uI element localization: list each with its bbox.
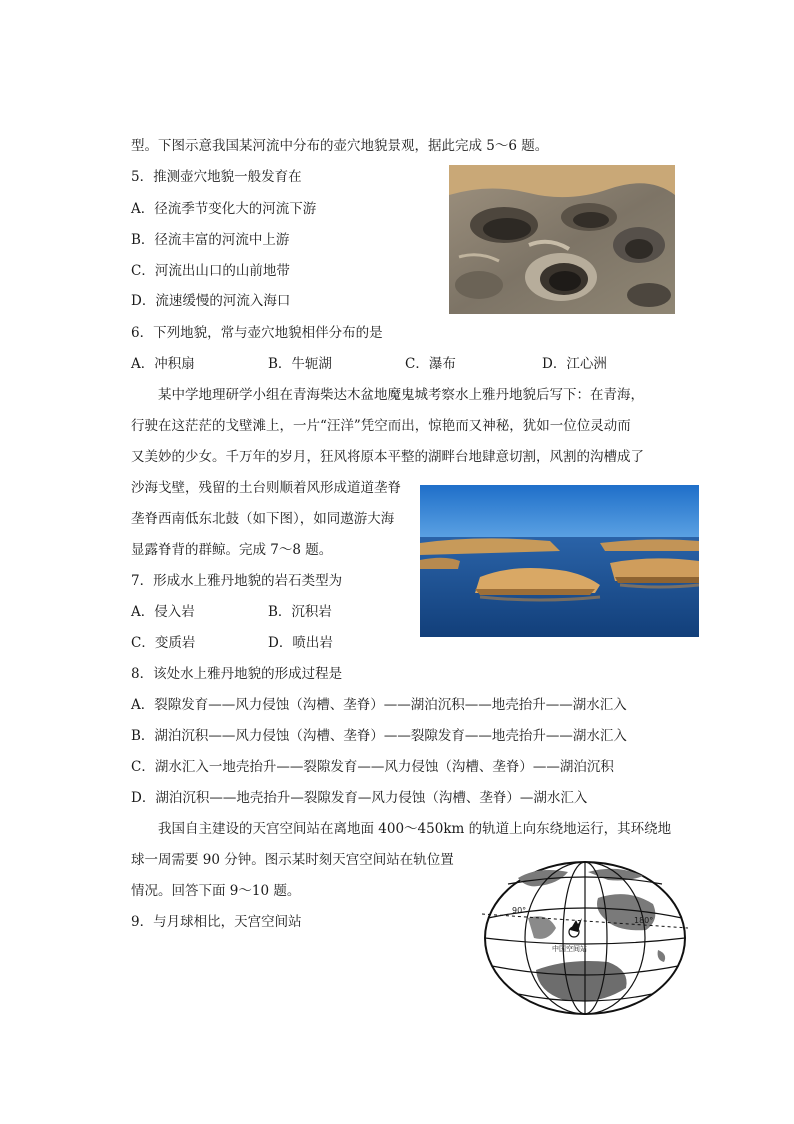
intro-text: 型。下图示意我国某河流中分布的壶穴地貌景观，据此完成 5～6 题。 xyxy=(131,138,549,154)
passage2-line: 又美妙的少女。千万年的岁月，狂风将原本平整的湖畔台地肆意切割，风割的沟槽成了 xyxy=(131,449,644,465)
q5-stem: 5．推测壶穴地貌一般发育在 xyxy=(131,169,302,185)
passage2-line: 某中学地理研学小组在青海柴达木盆地魔鬼城考察水上雅丹地貌后写下：在青海， xyxy=(158,387,644,403)
q8-option-d[interactable]: D．湖泊沉积——地壳抬升—裂隙发育—风力侵蚀（沟槽、垄脊）—湖水汇入 xyxy=(131,790,588,806)
q7-option-c[interactable]: C．变质岩 xyxy=(131,635,196,651)
q6-option-d[interactable]: D．江心洲 xyxy=(542,356,607,372)
q6-option-a[interactable]: A．冲积扇 xyxy=(131,356,195,372)
q7-stem: 7．形成水上雅丹地貌的岩石类型为 xyxy=(131,573,343,589)
q7-option-d[interactable]: D．喷出岩 xyxy=(268,635,333,651)
q7-option-a[interactable]: A．侵入岩 xyxy=(131,604,195,620)
q5-option-d[interactable]: D．流速缓慢的河流入海口 xyxy=(131,293,291,309)
space-station-label: 中国空间站 xyxy=(552,945,587,953)
q5-option-a[interactable]: A．径流季节变化大的河流下游 xyxy=(131,201,317,217)
q5-option-c[interactable]: C．河流出山口的山前地带 xyxy=(131,263,290,279)
passage3-line: 情况。回答下面 9～10 题。 xyxy=(131,883,301,899)
space-station-globe-diagram xyxy=(478,858,692,1018)
passage2-line: 行驶在这茫茫的戈壁滩上，一片“汪洋”凭空而出，惊艳而又神秘，犹如一位位灵动而 xyxy=(131,418,631,434)
passage3-line: 我国自主建设的天宫空间站在离地面 400～450km 的轨道上向东绕地运行，其环绕地 xyxy=(158,821,672,837)
q5-option-b[interactable]: B．径流丰富的河流中上游 xyxy=(131,232,290,248)
q6-stem: 6．下列地貌，常与壶穴地貌相伴分布的是 xyxy=(131,325,383,341)
q8-stem: 8．该处水上雅丹地貌的形成过程是 xyxy=(131,666,343,682)
pothole-landform-photo xyxy=(449,165,675,314)
q8-option-a[interactable]: A．裂隙发育——风力侵蚀（沟槽、垄脊）——湖泊沉积——地壳抬升——湖水汇入 xyxy=(131,697,627,713)
q6-option-c[interactable]: C．瀑布 xyxy=(405,356,456,372)
q9-stem: 9．与月球相比，天宫空间站 xyxy=(131,914,302,930)
water-yardang-photo xyxy=(420,485,699,637)
globe-lon-label: 180° xyxy=(634,916,654,925)
passage2-line: 垄脊西南低东北鼓（如下图），如同遨游大海 xyxy=(131,511,395,527)
globe-lon-label: 90° xyxy=(512,906,527,915)
q7-option-b[interactable]: B．沉积岩 xyxy=(268,604,332,620)
passage3-line: 球一周需要 90 分钟。图示某时刻天宫空间站在轨位置 xyxy=(131,852,454,868)
q6-option-b[interactable]: B．牛轭湖 xyxy=(268,356,332,372)
passage2-line: 显露脊背的群鲸。完成 7～8 题。 xyxy=(131,542,333,558)
passage2-line: 沙海戈壁，残留的土台则顺着风形成道道垄脊 xyxy=(131,480,401,496)
q8-option-c[interactable]: C．湖水汇入一地壳抬升——裂隙发育——风力侵蚀（沟槽、垄脊）——湖泊沉积 xyxy=(131,759,614,775)
q8-option-b[interactable]: B．湖泊沉积——风力侵蚀（沟槽、垄脊）——裂隙发育——地壳抬升——湖水汇入 xyxy=(131,728,627,744)
